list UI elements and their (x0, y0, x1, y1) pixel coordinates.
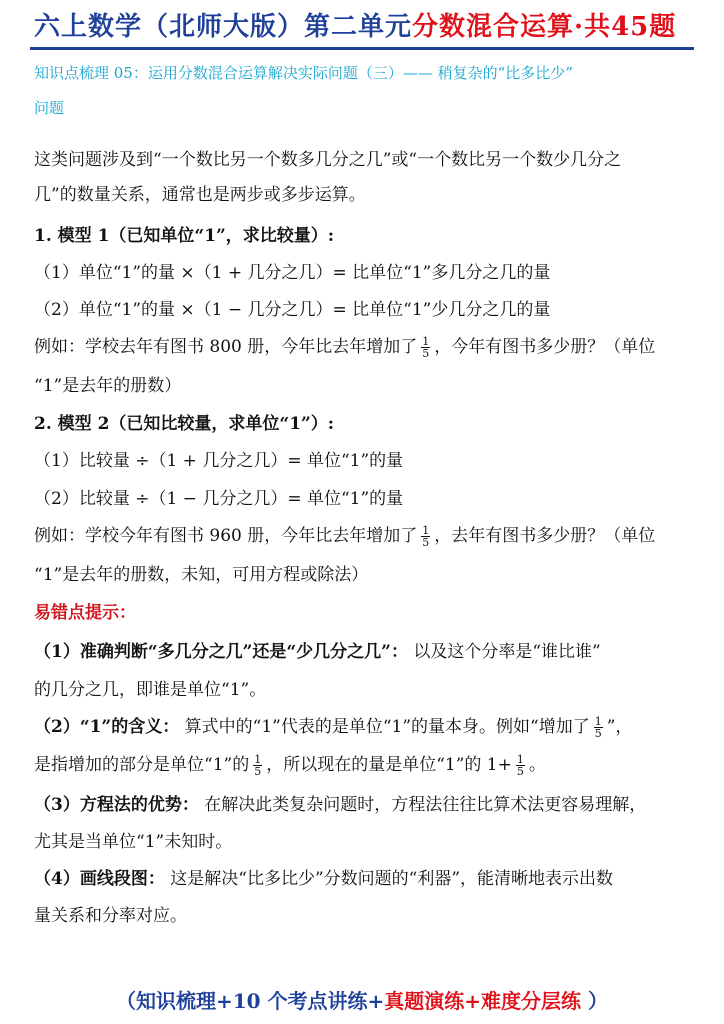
fraction-one-fifth (421, 525, 430, 548)
title-divider (30, 47, 694, 50)
model2-example-line-1 (34, 521, 655, 548)
model2-example-line-2: “1”是去年的册数，未知，可用方程或除法） (34, 565, 369, 585)
fraction-one-fifth (421, 336, 430, 359)
tip-2-end: ”， (606, 717, 633, 737)
tip-3-title: （3）方程法的优势： (34, 795, 199, 815)
fraction-numerator: 1 (422, 524, 430, 537)
tip-2-line-2-end: 。 (528, 755, 546, 775)
title-part-3: 45 (611, 12, 650, 42)
knowledge-point-line-2: 问题 (34, 99, 65, 117)
fraction-numerator: 1 (254, 753, 262, 766)
footer-part-2: 真题演练+难度分层练 (384, 989, 582, 1013)
footer-part-1: （知识梳理+10 个考点讲练+ (115, 989, 385, 1013)
tips-heading: 易错点提示： (34, 603, 136, 623)
tip-2-line-1 (34, 712, 632, 739)
tip-1-text: 以及这个分率是“谁比谁” (407, 642, 601, 662)
model2-formula-2: （2）比较量 ÷（1 − 几分之几）= 单位“1”的量 (34, 489, 404, 509)
fraction-numerator: 1 (594, 715, 602, 728)
model1-example-line-2: “1”是去年的册数） (34, 376, 182, 396)
intro-line-1: 这类问题涉及到“一个数比另一个数多几分之几”或“一个数比另一个数少几分之 (34, 150, 622, 170)
footer-part-3: ） (581, 989, 609, 1013)
fraction-denominator: 5 (422, 347, 430, 360)
fraction-one-fifth (594, 716, 603, 739)
tip-1-line-2: 的几分之几，即谁是单位“1”。 (34, 680, 267, 700)
knowledge-point-line-1: 知识点梳理 05：运用分数混合运算解决实际问题（三）—— 稍复杂的“比多比少” (34, 64, 573, 82)
tip-2-line-2 (34, 750, 546, 777)
title-part-2: 分数混合运算·共 (412, 12, 612, 42)
footer-banner (0, 985, 724, 1014)
intro-line-2: 几”的数量关系，通常也是两步或多步运算。 (34, 185, 366, 205)
model2-example-question: ，去年有图书多少册？（单位 (434, 526, 656, 546)
fraction-denominator: 5 (422, 536, 430, 549)
tip-3-text: 在解决此类复杂问题时，方程法往往比算术法更容易理解， (198, 795, 647, 815)
title-part-1: 六上数学（北师大版）第二单元 (34, 12, 413, 42)
tip-3-line-2: 尤其是当单位“1”未知时。 (34, 832, 233, 852)
model1-formula-2: （2）单位“1”的量 ×（1 − 几分之几）= 比单位“1”少几分之几的量 (34, 300, 551, 320)
tip-4-line-2: 量关系和分率对应。 (34, 906, 187, 926)
model2-example-text: 例如：学校今年有图书 960 册，今年比去年增加了 (34, 526, 418, 546)
title-part-4: 题 (649, 12, 677, 42)
fraction-numerator: 1 (516, 753, 524, 766)
fraction-denominator: 5 (594, 727, 602, 740)
tip-4-line-1 (34, 864, 613, 889)
fraction-one-fifth (516, 754, 525, 777)
tip-1-title: （1）准确判断“多几分之几”还是“少几分之几”： (34, 642, 408, 662)
tip-2-line-2-mid: ，所以现在的量是单位“1”的 1+ (266, 755, 512, 775)
fraction-numerator: 1 (422, 335, 430, 348)
fraction-one-fifth (253, 754, 262, 777)
model1-example-question: ，今年有图书多少册？（单位 (434, 337, 656, 357)
model1-heading: 1. 模型 1（已知单位“1”，求比较量）: (34, 226, 335, 246)
tip-2-text: 算式中的“1”代表的是单位“1”的量本身。例如“增加了 (179, 717, 590, 737)
tip-4-title: （4）画线段图： (34, 869, 165, 889)
tip-1-line-1 (34, 637, 601, 662)
tip-2-title: （2）“1”的含义： (34, 717, 180, 737)
model1-example-text: 例如：学校去年有图书 800 册，今年比去年增加了 (34, 337, 418, 357)
model1-example-line-1 (34, 332, 655, 359)
model2-heading: 2. 模型 2（已知比较量，求单位“1”）: (34, 414, 335, 434)
fraction-denominator: 5 (516, 765, 524, 778)
tip-3-line-1 (34, 790, 646, 815)
fraction-denominator: 5 (254, 765, 262, 778)
model2-formula-1: （1）比较量 ÷（1 + 几分之几）= 单位“1”的量 (34, 451, 404, 471)
tip-2-line-2-text: 是指增加的部分是单位“1”的 (34, 755, 250, 775)
tip-4-text: 这是解决“比多比少”分数问题的“利器”，能清晰地表示出数 (164, 869, 614, 889)
model1-formula-1: （1）单位“1”的量 ×（1 + 几分之几）= 比单位“1”多几分之几的量 (34, 263, 551, 283)
page-title (34, 6, 676, 43)
